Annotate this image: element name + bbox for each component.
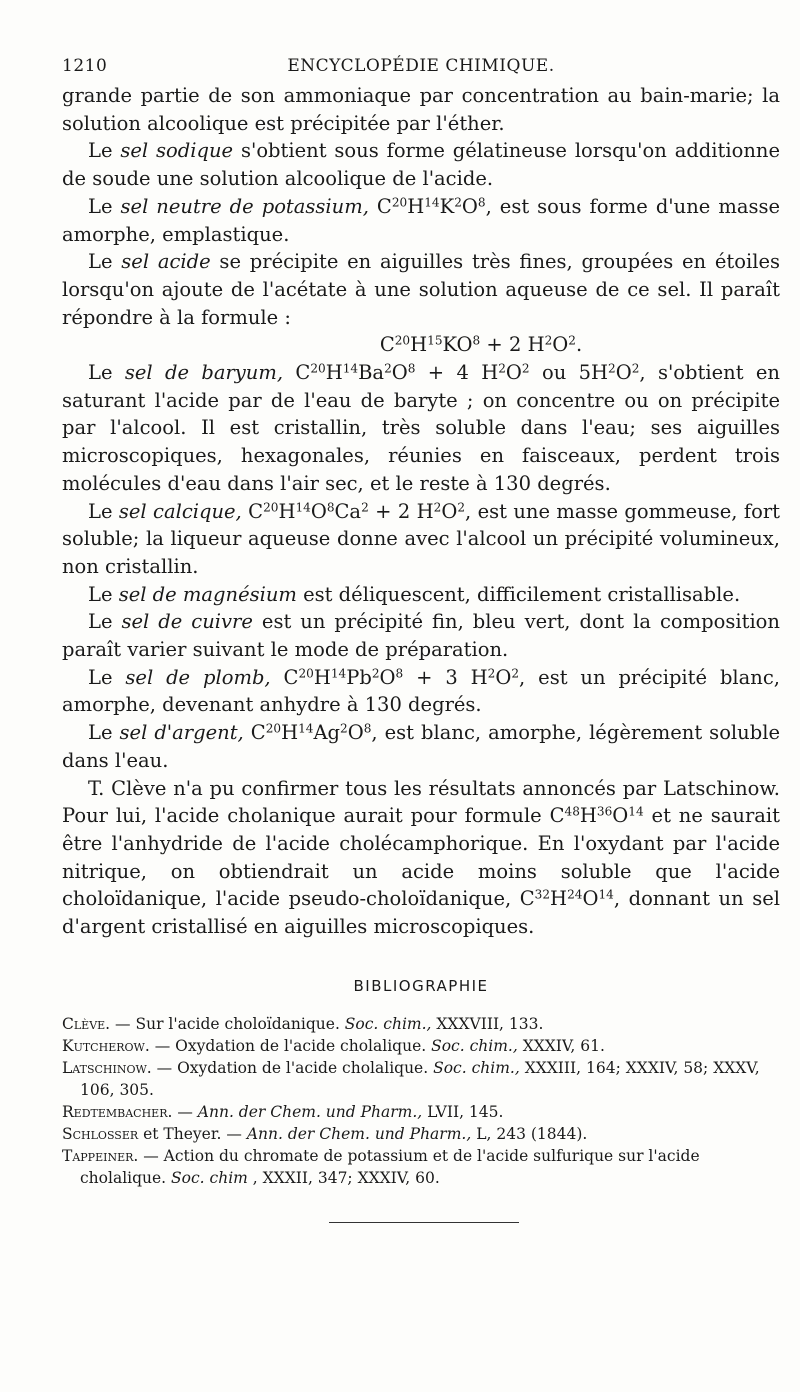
paragraph: Le sel de baryum, $C^{20}H^{14}Ba^2O^8 + 4$ $H^2O^2$ ou $5H^2O^2$, s'obtient en saturant l'acide par de l'eau de baryte ; on concentre ou on précipite par l'alcool. Il est cristallin, très soluble dans l'eau; ses aiguilles microscopiques, hexagonales, réunies en faisceaux, perdent trois molécules d'eau dans l'air sec, et le reste à 130 degrés.: [62, 361, 780, 495]
paragraph: grande partie de son ammoniaque par concentration au bain-marie; la solution alcoolique est précipitée par l'éther.: [62, 84, 780, 135]
paragraph: Le sel acide se précipite en aiguilles très fines, groupées en étoiles lorsqu'on ajoute de l'acétate à une solution aqueuse de ce sel. Il paraît répondre à la formule :: [62, 250, 780, 329]
bibliography-list: [62, 1013, 780, 1189]
page-number: 1210: [62, 56, 108, 76]
paragraph: T. Clève n'a pu confirmer tous les résultats annoncés par Latschinow. Pour lui, l'acide cholanique aurait pour formule $C^{48}H^{36}O^{14}$ et ne saurait être l'anhydride de l'acide cholécamphorique. En l'oxydant par l'acide nitrique, on obtiendrait un acide moins soluble que l'acide choloïdanique, l'acide pseudo-choloïdanique, $C^{32}H^{24}O^{14}$, donnant un sel d'argent cristallisé en aiguilles microscopiques.: [62, 776, 780, 939]
bibliography-entry: Redtembacher. — Ann. der Chem. und Pharm., LVII, 145.: [62, 1102, 504, 1121]
formula: $C^{20}H^{15}KO^8 + 2$ $H^2O^2$.: [379, 333, 583, 357]
bibliography-heading: BIBLIOGRAPHIE: [353, 976, 489, 995]
document-page: [62, 52, 780, 1189]
bibliography-entry: Schlosser et Theyer. — Ann. der Chem. und Pharm., L, 243 (1844).: [62, 1124, 588, 1143]
running-title: ENCYCLOPÉDIE CHIMIQUE.: [287, 56, 555, 76]
paragraph: Le sel d'argent, $C^{20}H^{14}Ag^2O^8$, est blanc, amorphe, légèrement soluble dans l'eau.: [62, 721, 780, 772]
bibliography-entry: Latschinow. — Oxydation de l'acide cholalique. Soc. chim., XXXIII, 164; XXXIV, 58; XXXV, 106, 305.: [62, 1058, 760, 1099]
paragraph: Le sel de magnésium est déliquescent, difficilement cristallisable.: [88, 582, 741, 606]
paragraph: Le sel sodique s'obtient sous forme gélatineuse lorsqu'on additionne de soude une solution alcoolique de l'acide.: [62, 139, 780, 191]
paragraph: Le sel neutre de potassium, $C^{20}H^{14}K^2O^8$, est sous forme d'une masse amorphe, emplastique.: [62, 194, 780, 246]
bibliography-entry: Clève. — Sur l'acide choloïdanique. Soc. chim., XXXVIII, 133.: [62, 1014, 544, 1033]
body-text: [62, 82, 780, 941]
bibliography-entry: Kutcherow. — Oxydation de l'acide cholalique. Soc. chim., XXXIV, 61.: [62, 1036, 605, 1055]
paragraph: Le sel calcique, $C^{20}H^{14}O^8Ca^2 + 2$ $H^2O^2$, est une masse gommeuse, fort soluble; la liqueur aqueuse donne avec l'alcool un précipité volumineux, non cristallin.: [62, 499, 780, 578]
page-header: [62, 52, 780, 82]
paragraph: Le sel de cuivre est un précipité fin, bleu vert, dont la composition paraît varier suivant le mode de préparation.: [62, 610, 780, 662]
end-rule: [329, 1222, 519, 1223]
paragraph: Le sel de plomb, $C^{20}H^{14}Pb^2O^8 + 3$ $H^2O^2$, est un précipité blanc, amorphe, devenant anhydre à 130 degrés.: [62, 665, 780, 717]
bibliography-entry: Tappeiner. — Action du chromate de potassium et de l'acide sulfurique sur l'acide cholalique. Soc. chim , XXXII, 347; XXXIV, 60.: [62, 1146, 700, 1187]
